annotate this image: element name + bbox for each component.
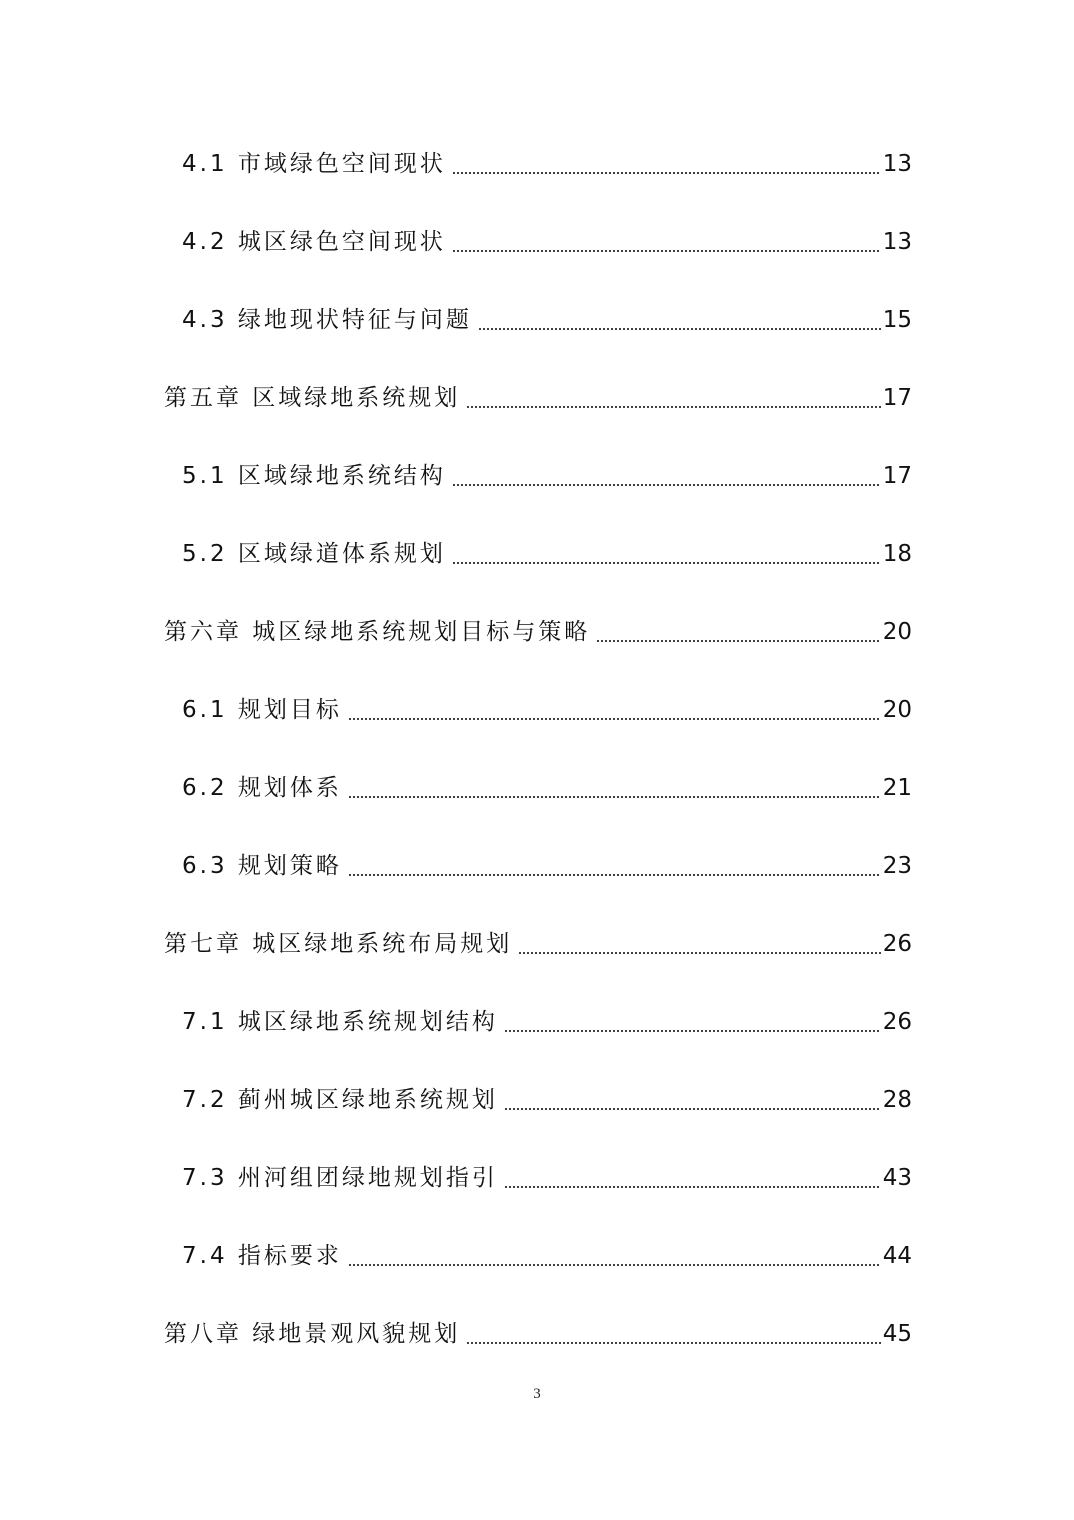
toc-entry-page: 26 — [882, 931, 912, 957]
toc-dot-leader — [466, 1342, 880, 1344]
toc-dot-leader — [504, 1186, 881, 1188]
toc-entry[interactable] — [182, 690, 912, 730]
toc-entry-title: 第八章 绿地景观风貌规划 — [164, 1321, 461, 1347]
toc-dot-leader — [348, 718, 881, 720]
toc-dot-leader — [348, 796, 881, 798]
toc-entry[interactable] — [182, 534, 912, 574]
toc-entry-title: 5.2 区域绿道体系规划 — [182, 541, 446, 567]
toc-dot-leader — [452, 172, 881, 174]
toc-chapter-entry[interactable] — [164, 1314, 912, 1354]
toc-entry-title: 7.1 城区绿地系统规划结构 — [182, 1009, 498, 1035]
toc-entry[interactable] — [182, 1158, 912, 1198]
toc-entry[interactable] — [182, 300, 912, 340]
toc-chapter-entry[interactable] — [164, 378, 912, 418]
toc-entry-page: 17 — [882, 385, 912, 411]
toc-entry-title: 7.3 州河组团绿地规划指引 — [182, 1165, 498, 1191]
toc-entry-page: 44 — [882, 1243, 912, 1269]
toc-dot-leader — [518, 952, 880, 954]
toc-entry-title: 4.2 城区绿色空间现状 — [182, 229, 446, 255]
toc-dot-leader — [348, 1264, 881, 1266]
toc-dot-leader — [596, 640, 880, 642]
toc-entry-title: 6.1 规划目标 — [182, 697, 342, 723]
toc-entry[interactable] — [182, 456, 912, 496]
toc-entry-page: 23 — [882, 853, 912, 879]
toc-dot-leader — [452, 250, 881, 252]
toc-entry-title: 第五章 区域绿地系统规划 — [164, 385, 461, 411]
toc-entry[interactable] — [182, 846, 912, 886]
toc-dot-leader — [452, 484, 881, 486]
toc-entry-page: 26 — [882, 1009, 912, 1035]
toc-entry[interactable] — [182, 144, 912, 184]
toc-entry-title: 7.4 指标要求 — [182, 1243, 342, 1269]
toc-entry-page: 20 — [882, 619, 912, 645]
toc-entry-title: 5.1 区域绿地系统结构 — [182, 463, 446, 489]
toc-entry-title: 第六章 城区绿地系统规划目标与策略 — [164, 619, 591, 645]
toc-entry-page: 28 — [882, 1087, 912, 1113]
toc-entry[interactable] — [182, 768, 912, 808]
toc-entry-page: 18 — [882, 541, 912, 567]
toc-chapter-entry[interactable] — [164, 924, 912, 964]
toc-entry[interactable] — [182, 1002, 912, 1042]
toc-entry-page: 43 — [882, 1165, 912, 1191]
toc-dot-leader — [478, 328, 881, 330]
toc-entry-page: 13 — [882, 151, 912, 177]
page-number: 3 — [533, 1386, 541, 1402]
toc-chapter-entry[interactable] — [164, 612, 912, 652]
toc-entry-title: 6.3 规划策略 — [182, 853, 342, 879]
toc-dot-leader — [348, 874, 881, 876]
toc-entry-title: 4.3 绿地现状特征与问题 — [182, 307, 472, 333]
toc-entry-title: 7.2 蓟州城区绿地系统规划 — [182, 1087, 498, 1113]
toc-dot-leader — [504, 1030, 881, 1032]
toc-entry[interactable] — [182, 1236, 912, 1276]
toc-entry-page: 15 — [882, 307, 912, 333]
toc-entry-title: 第七章 城区绿地系统布局规划 — [164, 931, 513, 957]
toc-entry-title: 6.2 规划体系 — [182, 775, 342, 801]
toc-dot-leader — [466, 406, 880, 408]
toc-entry-title: 4.1 市域绿色空间现状 — [182, 151, 446, 177]
toc-entry[interactable] — [182, 1080, 912, 1120]
toc-entry-page: 20 — [882, 697, 912, 723]
toc-entry-page: 21 — [882, 775, 912, 801]
toc-dot-leader — [504, 1108, 881, 1110]
toc-dot-leader — [452, 562, 881, 564]
toc-entry[interactable] — [182, 222, 912, 262]
toc-entry-page: 13 — [882, 229, 912, 255]
toc-entry-page: 17 — [882, 463, 912, 489]
toc-entry-page: 45 — [882, 1321, 912, 1347]
